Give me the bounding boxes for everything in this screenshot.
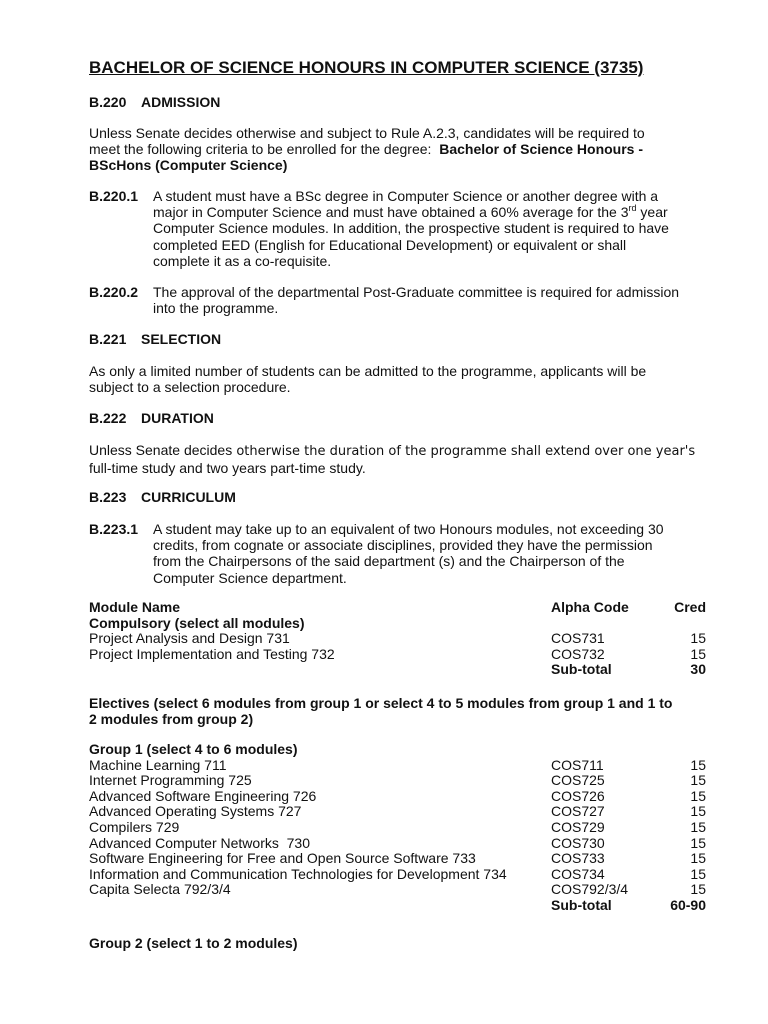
text-line: credits, from cognate or associate disciplines, provided they have the permission: [153, 537, 653, 554]
module-code: COS729: [551, 818, 605, 835]
item-number: B.220.2: [89, 284, 139, 300]
text-line: Computer Science modules. In addition, the prospective student is required to have: [153, 220, 669, 237]
module-code: COS711: [551, 756, 604, 773]
text-line: 2 modules from group 2): [89, 711, 254, 728]
text-line: completed EED (English for Educational Development) or equivalent or shall: [153, 236, 627, 253]
table-row: [89, 647, 706, 663]
module-credits: 15: [690, 756, 706, 773]
subtotal-label: Sub-total: [551, 661, 612, 678]
text-line: [89, 141, 645, 157]
module-code: COS726: [551, 787, 605, 804]
module-credits: 15: [690, 772, 706, 789]
section-selection-heading: [89, 331, 221, 347]
module-code: COS734: [551, 865, 605, 882]
table-row: [89, 631, 706, 647]
module-name: Machine Learning 711: [89, 756, 227, 773]
compulsory-modules-table: [89, 600, 706, 678]
module-credits: 15: [690, 787, 706, 804]
group-heading: [89, 742, 706, 758]
text-line: [153, 204, 669, 220]
compulsory-heading: Compulsory (select all modules): [89, 614, 305, 631]
table-row: [89, 773, 706, 789]
module-name: Project Implementation and Testing 732: [89, 645, 335, 662]
text-line: into the programme.: [153, 300, 279, 317]
text-line: [89, 442, 695, 460]
section-title: SELECTION: [141, 331, 222, 347]
module-credits: 15: [690, 818, 706, 835]
text-line: The approval of the departmental Post-Graduate committee is required for admission: [153, 284, 680, 300]
table-row: [89, 820, 706, 836]
table-row: [89, 882, 706, 898]
degree-name: Bachelor of Science Honours -: [439, 141, 644, 158]
section-number: B.220: [89, 94, 127, 110]
module-credits: 15: [690, 630, 706, 647]
module-name: Advanced Computer Networks 730: [89, 834, 310, 851]
table-row: [89, 758, 706, 774]
module-credits: 15: [690, 881, 706, 898]
module-code: COS727: [551, 803, 605, 820]
text-span: meet the following criteria to be enrolled for the degree:: [89, 141, 432, 158]
header-alpha-code: Alpha Code: [551, 599, 629, 615]
subtotal-value: 30: [690, 661, 706, 678]
module-credits: 15: [690, 865, 706, 882]
header-credits: Cred: [674, 599, 706, 615]
table-header-row: [89, 600, 706, 616]
text-line: As only a limited number of students can be admitted to the programme, applicants will be: [89, 363, 647, 379]
module-name: Advanced Operating Systems 727: [89, 803, 302, 820]
item-b2202-body: [153, 284, 679, 316]
subtotal-row: [89, 898, 706, 914]
module-name: Information and Communication Technologies for Development 734: [89, 865, 507, 882]
selection-paragraph: [89, 363, 646, 395]
section-number: B.221: [89, 331, 127, 347]
table-row: [89, 836, 706, 852]
module-code: COS725: [551, 772, 605, 789]
section-number: B.222: [89, 410, 127, 426]
module-name: Compilers 729: [89, 818, 180, 835]
section-duration-heading: [89, 410, 214, 426]
document-title: BACHELOR OF SCIENCE HONOURS IN COMPUTER SCIENCE (3735): [89, 58, 644, 77]
section-title: ADMISSION: [141, 94, 221, 110]
group1-heading: Group 1 (select 4 to 6 modules): [89, 741, 298, 757]
table-row: [89, 789, 706, 805]
module-credits: 15: [690, 803, 706, 820]
section-curriculum-heading: [89, 489, 236, 505]
item-b2201-body: [153, 188, 669, 269]
item-number: B.220.1: [89, 188, 139, 204]
text-span: year: [636, 204, 668, 221]
admission-paragraph: [89, 125, 645, 174]
table-row: [89, 867, 706, 883]
group1-modules-table: [89, 742, 706, 914]
module-name: Capita Selecta 792/3/4: [89, 881, 231, 898]
module-name: Software Engineering for Free and Open Source Software 733: [89, 850, 476, 867]
superscript: rd: [628, 203, 637, 214]
module-code: COS733: [551, 850, 605, 867]
module-credits: 15: [690, 834, 706, 851]
electives-instructions: [89, 695, 672, 727]
text-line: full-time study and two years part-time study.: [89, 460, 366, 477]
text-line: subject to a selection procedure.: [89, 379, 291, 396]
text-span: Unless Senate decides: [89, 442, 233, 458]
text-line: Computer Science department.: [153, 569, 347, 586]
module-credits: 15: [690, 645, 706, 662]
subtotal-row: [89, 662, 706, 678]
text-line: A student must have a BSc degree in Computer Science or another degree with a: [153, 188, 659, 204]
text-line: A student may take up to an equivalent of two Honours modules, not exceeding 30: [153, 521, 664, 537]
text-span: major in Computer Science and must have obtained a 60% average for the 3: [153, 204, 629, 221]
header-module-name: Module Name: [89, 599, 181, 615]
degree-abbrev: BScHons (Computer Science): [89, 157, 288, 174]
table-row: [89, 804, 706, 820]
group2-heading: Group 2 (select 1 to 2 modules): [89, 935, 298, 951]
table-row: [89, 851, 706, 867]
group-heading: [89, 616, 706, 632]
duration-paragraph: [89, 442, 695, 476]
section-title: CURRICULUM: [141, 489, 236, 505]
module-code: COS732: [551, 645, 605, 662]
subtotal-value: 60-90: [670, 896, 706, 913]
item-b2231-body: [153, 521, 664, 586]
item-number: B.223.1: [89, 521, 139, 537]
module-name: Project Analysis and Design 731: [89, 630, 290, 647]
text-span: otherwise the duration of the programme shall extend over one year's: [232, 444, 696, 459]
text-line: from the Chairpersons of the said department (s) and the Chairperson of the: [153, 553, 625, 570]
section-number: B.223: [89, 489, 127, 505]
section-title: DURATION: [141, 410, 214, 426]
subtotal-label: Sub-total: [551, 896, 612, 913]
module-credits: 15: [690, 850, 706, 867]
text-line: complete it as a co-requisite.: [153, 252, 332, 269]
section-admission-heading: [89, 94, 220, 110]
text-line: Electives (select 6 modules from group 1 or select 4 to 5 modules from group 1 and 1 to: [89, 695, 673, 711]
module-code: COS731: [551, 630, 605, 647]
text-line: Unless Senate decides otherwise and subject to Rule A.2.3, candidates will be required to: [89, 125, 645, 141]
module-name: Advanced Software Engineering 726: [89, 787, 317, 804]
module-code: COS792/3/4: [551, 881, 629, 898]
module-code: COS730: [551, 834, 605, 851]
module-name: Internet Programming 725: [89, 772, 252, 789]
